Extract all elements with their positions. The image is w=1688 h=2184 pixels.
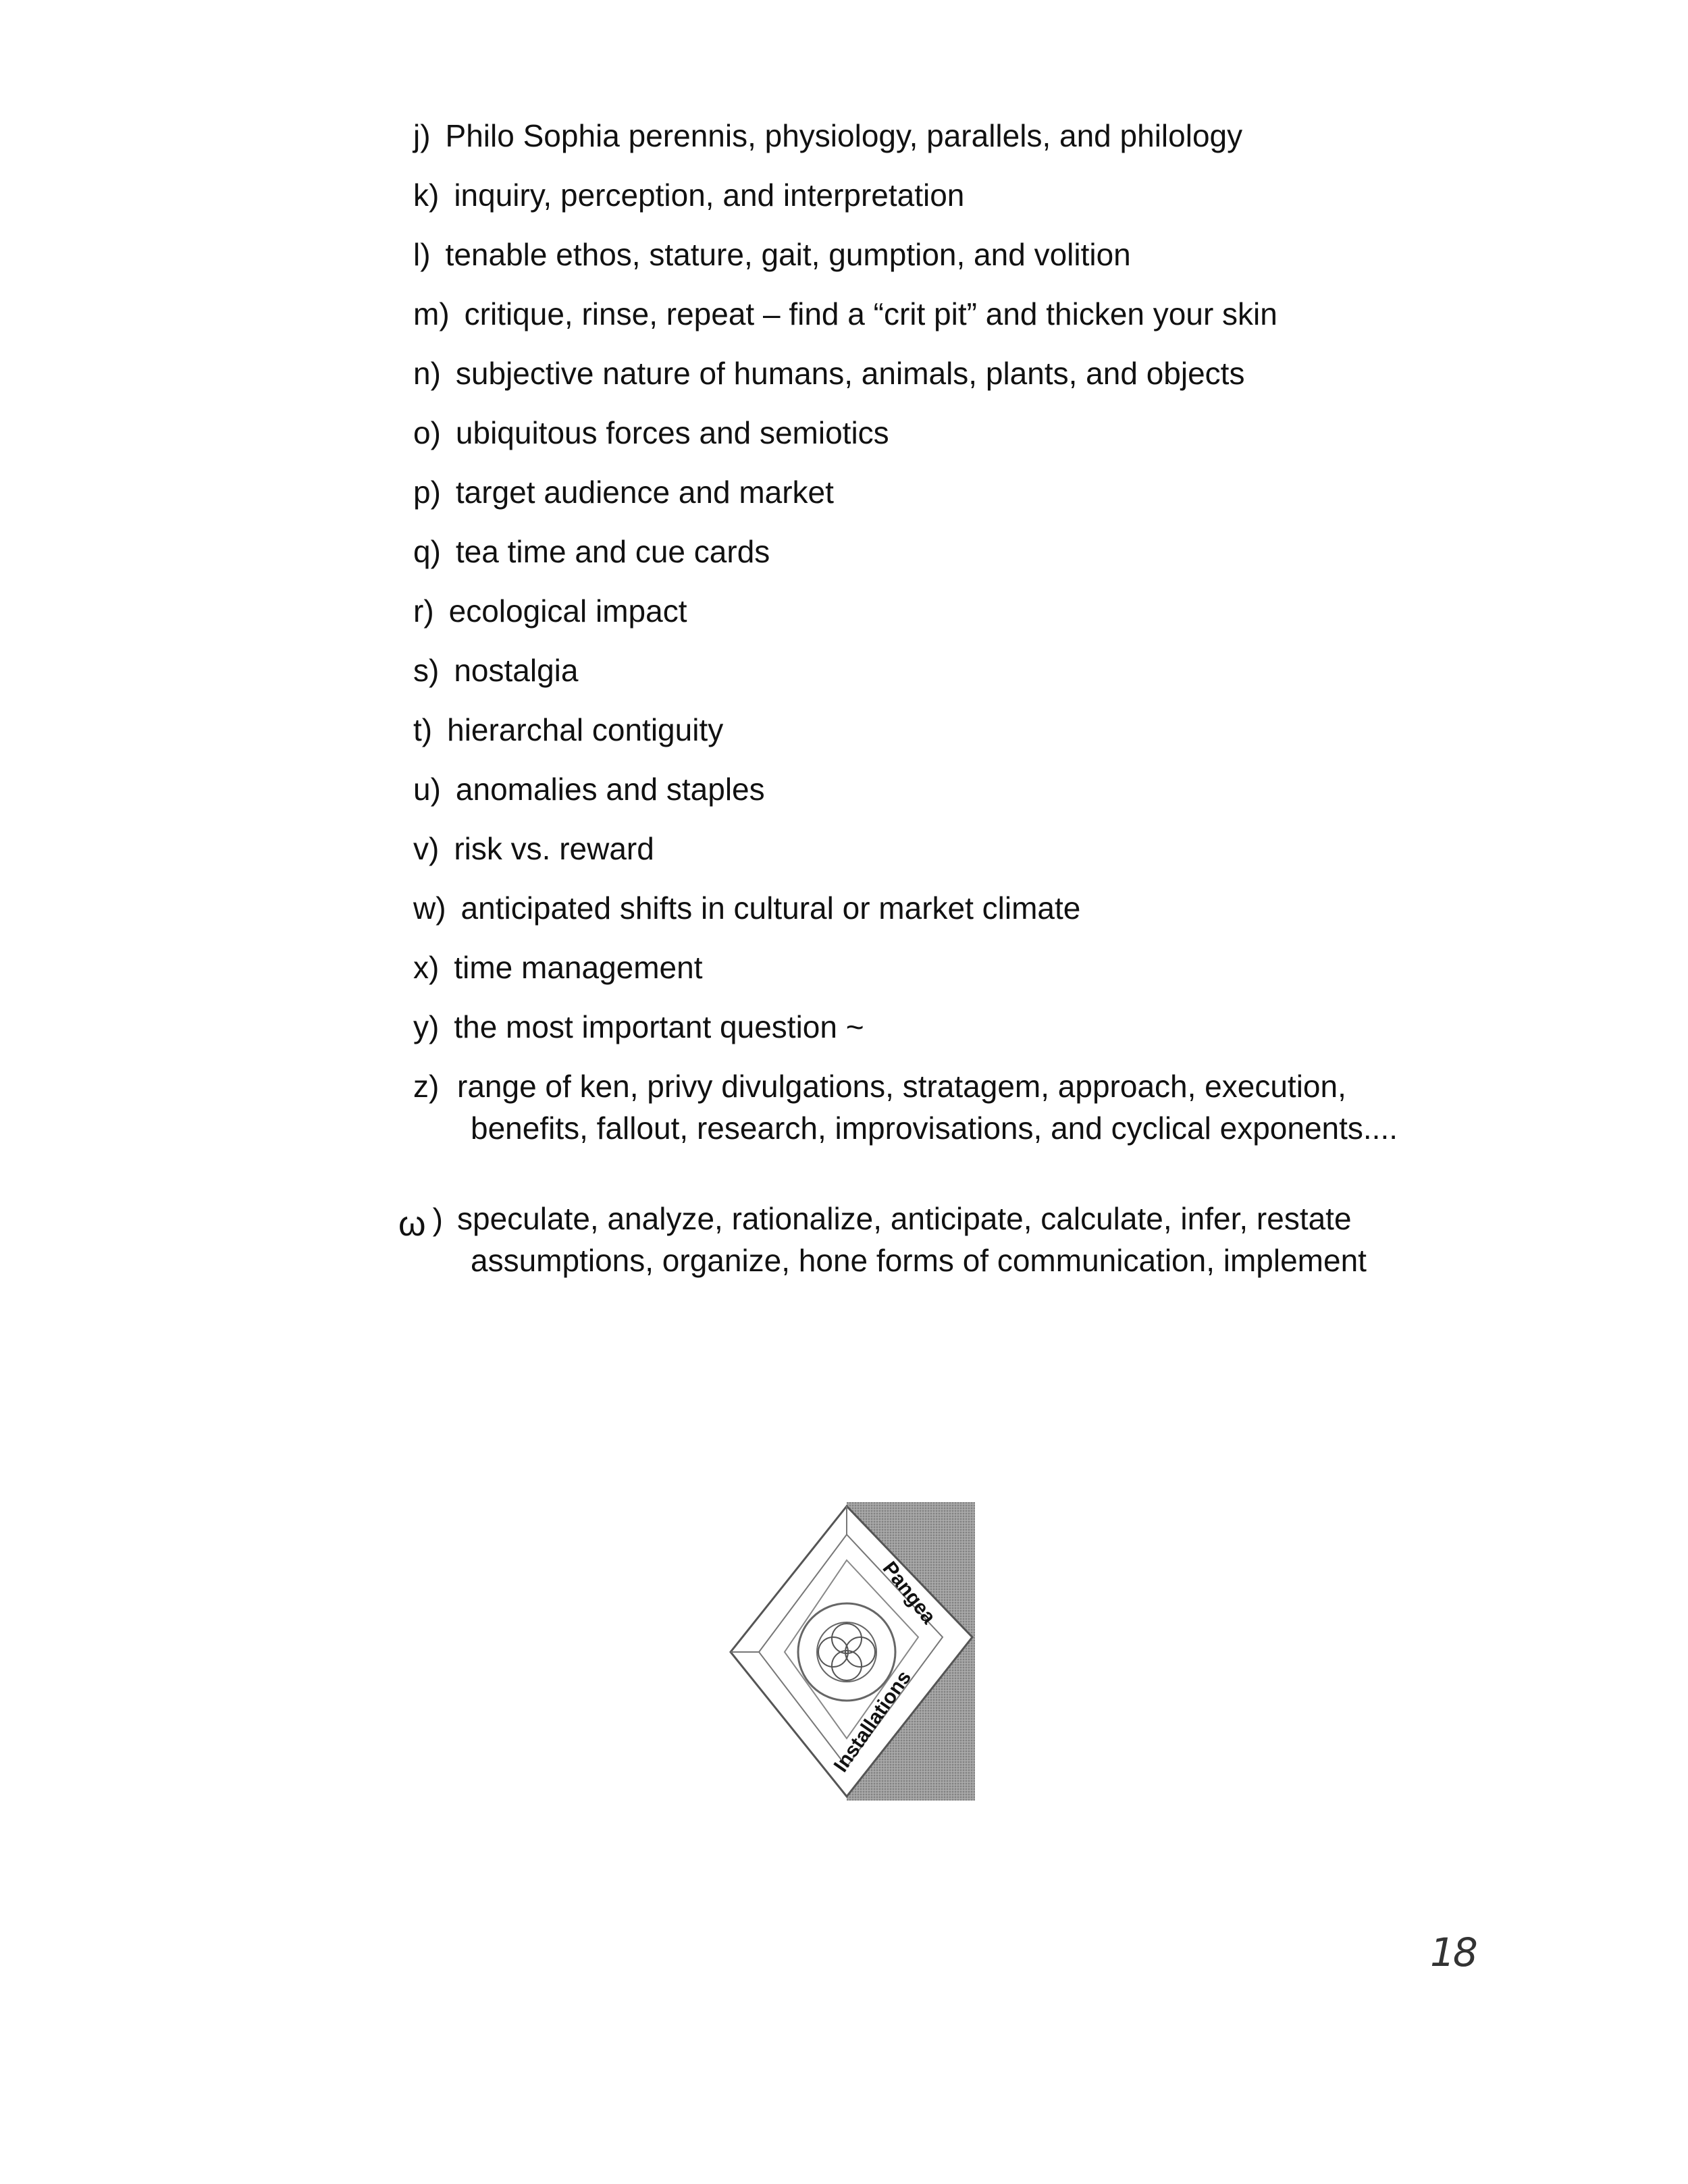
list-item-text: risk vs. reward <box>454 831 654 866</box>
list-item-text: the most important question ~ <box>454 1009 864 1044</box>
list-item-z <box>413 1065 1453 1149</box>
omega-symbol: ω <box>398 1204 426 1244</box>
pangea-installations-logo <box>728 1502 975 1801</box>
list-item-text: ubiquitous forces and semiotics <box>455 415 889 450</box>
list-item-text: tenable ethos, stature, gait, gumption, and volition <box>445 237 1131 272</box>
list-marker: r) <box>413 593 434 629</box>
list-marker: p) <box>413 475 441 510</box>
list-item-text: critique, rinse, repeat – find a “crit pit” and thicken your skin <box>464 296 1277 331</box>
list-item <box>413 174 964 216</box>
list-item-text: Philo Sophia perennis, physiology, parallels, and philology <box>445 118 1243 153</box>
list-marker: w) <box>413 890 446 926</box>
list-marker: y) <box>413 1009 440 1044</box>
list-item <box>413 768 765 810</box>
list-marker: j) <box>413 118 431 153</box>
list-marker: m) <box>413 296 450 331</box>
list-item <box>413 115 1242 157</box>
list-marker: z) <box>413 1069 440 1104</box>
list-item-text: anomalies and staples <box>455 772 765 807</box>
list-item <box>413 412 889 454</box>
list-item-text: tea time and cue cards <box>455 534 770 569</box>
list-item <box>413 947 703 988</box>
omega-marker <box>398 1198 443 1244</box>
list-marker: o) <box>413 415 441 450</box>
list-item <box>413 234 1131 275</box>
list-item <box>413 293 1277 335</box>
list-marker: n) <box>413 356 441 391</box>
list-marker: x) <box>413 950 440 985</box>
list-item <box>413 887 1080 929</box>
list-item-text: time management <box>454 950 703 985</box>
list-marker: q) <box>413 534 441 569</box>
list-item <box>413 709 723 751</box>
list-item-text: subjective nature of humans, animals, plants, and objects <box>455 356 1245 391</box>
omega-paren: ) <box>432 1202 443 1237</box>
list-item-text: ecological impact <box>448 593 687 629</box>
list-marker: l) <box>413 237 431 272</box>
list-item-text: nostalgia <box>454 653 579 688</box>
page-number: 18 <box>1430 1929 1476 1975</box>
list-item-text: anticipated shifts in cultural or market climate <box>460 890 1081 926</box>
list-marker: s) <box>413 653 440 688</box>
logo-word-installations: Installations <box>829 1666 916 1777</box>
list-item-text: hierarchal contiguity <box>447 712 724 747</box>
list-item <box>413 471 834 513</box>
list-marker: k) <box>413 178 440 213</box>
list-item <box>413 352 1244 394</box>
list-item <box>413 1006 864 1048</box>
list-item-omega <box>398 1198 1453 1281</box>
list-item <box>413 649 578 691</box>
list-item <box>413 531 770 572</box>
list-marker: t) <box>413 712 433 747</box>
list-item-text: speculate, analyze, rationalize, anticipate, calculate, infer, restate assumptions, organize, hone forms of communication, implement <box>457 1201 1367 1278</box>
list-marker: v) <box>413 831 440 866</box>
logo-word-pangea: Pangea <box>878 1557 941 1628</box>
list-item-text: range of ken, privy divulgations, stratagem, approach, execution, benefits, fallout, research, improvisations, and cyclical exponents.... <box>457 1069 1398 1146</box>
list-item <box>413 828 654 870</box>
list-item-text: inquiry, perception, and interpretation <box>454 178 965 213</box>
list-item <box>413 590 687 632</box>
list-item-text: target audience and market <box>455 475 834 510</box>
list-marker: u) <box>413 772 441 807</box>
